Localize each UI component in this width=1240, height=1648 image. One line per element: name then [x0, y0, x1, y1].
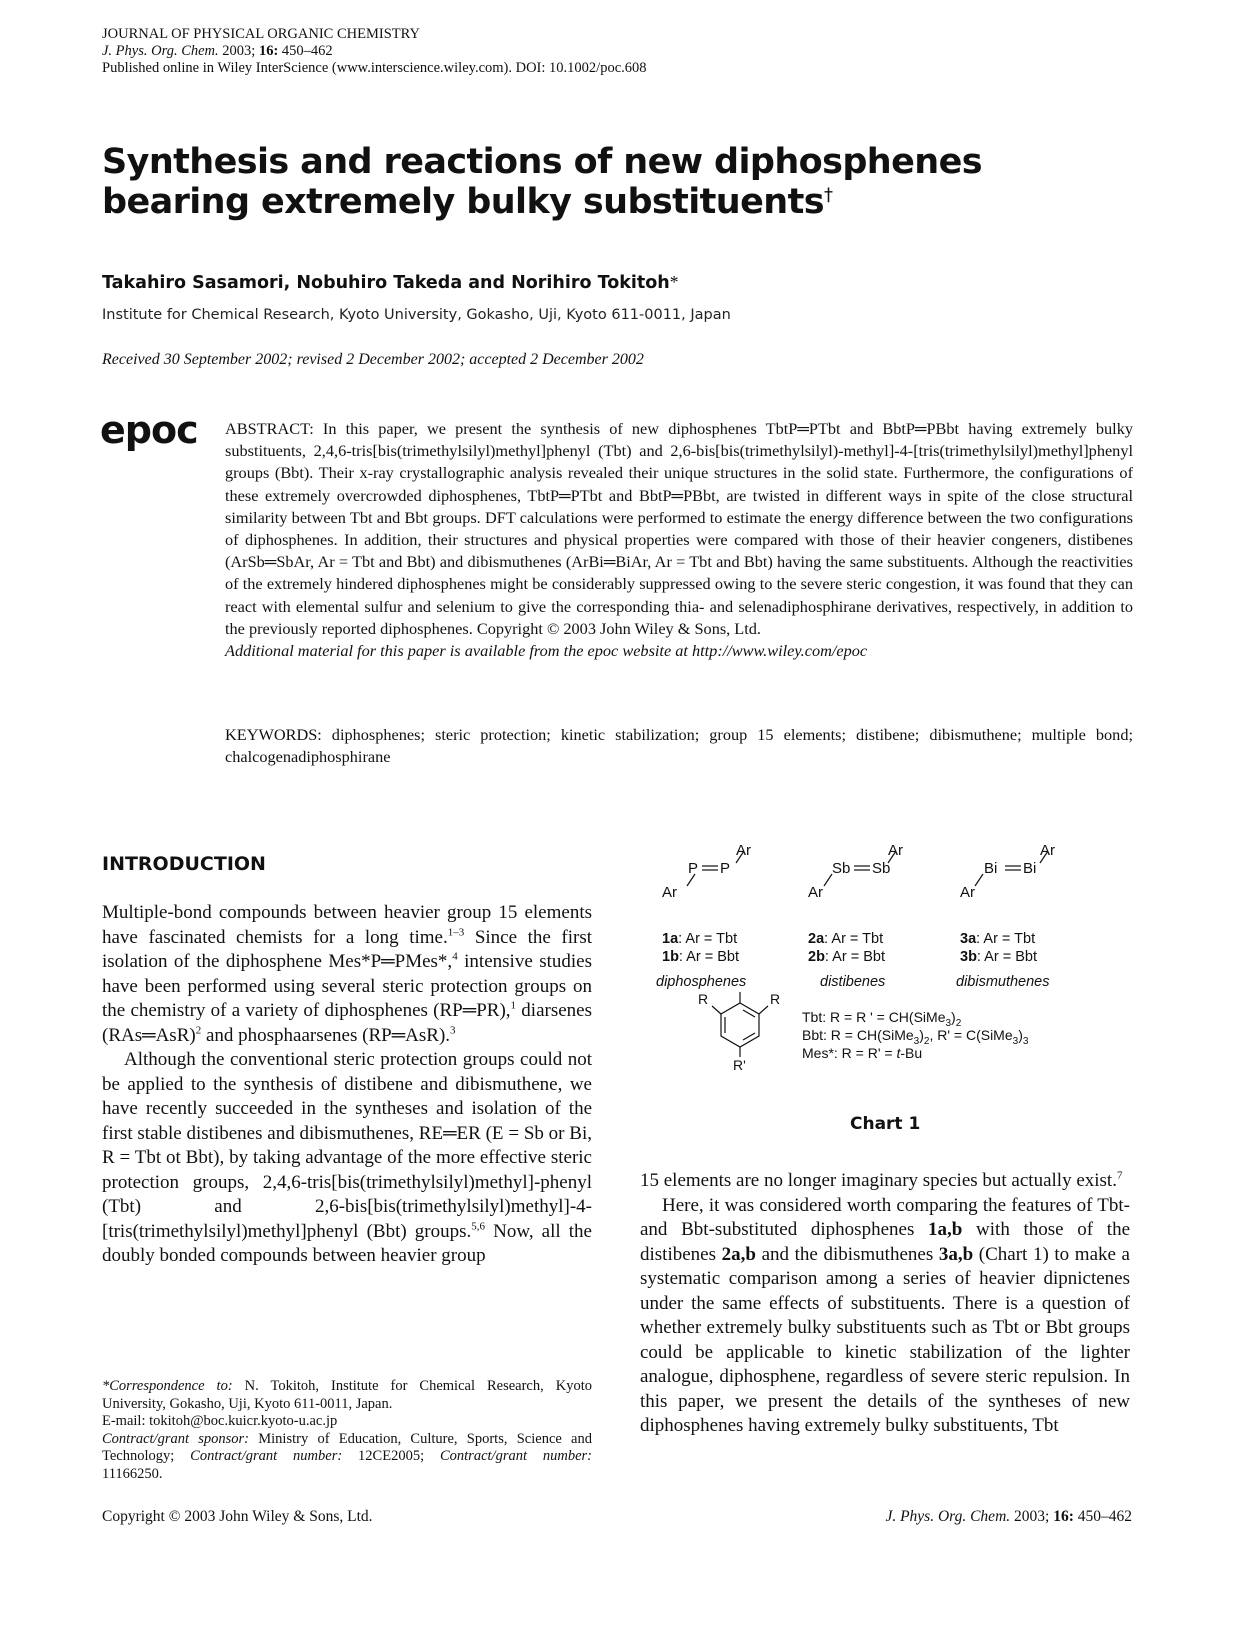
substituent-bond — [759, 1006, 768, 1014]
class-diphosphenes: diphosphenes — [656, 974, 747, 990]
keywords: KEYWORDS: diphosphenes; steric protection; kinetic stabilization; group 15 elements; distibene; dibismuthene; multiple bond; chalcogenadiphosphirane — [225, 725, 1133, 767]
running-header — [102, 26, 647, 77]
bbt-definition: Bbt: $R = CH(SiMe_3)_2$, $R' = C(SiMe_3)_3$ — [802, 1027, 1029, 1047]
ar-label: Ar — [960, 884, 975, 901]
citation-pages: 450–462 — [281, 43, 333, 59]
corr-email: E-mail: tokitoh@boc.kuicr.kyoto-u.ac.jp — [102, 1413, 338, 1429]
group-definitions — [802, 1009, 1029, 1061]
author-names: Takahiro Sasamori, Nobuhiro Takeda and Norihiro Tokitoh — [102, 273, 670, 293]
citation-volume: 16: — [258, 43, 279, 59]
def-1b: 1b: Ar = Bbt — [662, 949, 739, 965]
ar-label: Ar — [662, 884, 677, 901]
citation-year: 2003; — [222, 43, 256, 59]
bond — [824, 874, 832, 886]
text-run: diarsenes (RAs═AsR) — [102, 1000, 592, 1046]
grant-label: Contract/grant number: — [190, 1448, 343, 1464]
def-2a: 2a: Ar = Tbt — [808, 931, 884, 947]
sponsor-text: Ministry of Education, Culture, Sports, Science and Technology; — [102, 1430, 592, 1464]
compound-label: 2a,b — [721, 1243, 756, 1265]
compound-label: 3a,b — [938, 1243, 974, 1265]
corr-text: N. Tokitoh, Institute for Chemical Research, Kyoto University, Gokasho, Uji, Kyoto 611-0011, Japan. — [102, 1378, 592, 1412]
r-label: R — [698, 991, 709, 1007]
left-column — [102, 901, 592, 1269]
p-atom: P — [688, 860, 699, 877]
mes-definition: Mes*: R = R' = t-Bu — [802, 1045, 923, 1061]
bi-atom: Bi — [1023, 860, 1037, 877]
published-line: Published online in Wiley InterScience (www.interscience.wiley.com). DOI: 10.1002/poc.608 — [102, 60, 647, 76]
section-heading-introduction: INTRODUCTION — [102, 853, 266, 875]
bond — [975, 874, 983, 886]
article-title — [102, 142, 1102, 222]
bi-atom: Bi — [984, 860, 998, 877]
grant-number: 12CE2005; — [342, 1448, 440, 1464]
atom-labels — [662, 842, 1055, 901]
sb-atom: Sb — [832, 860, 851, 877]
intro-paragraph-1 — [102, 901, 592, 1048]
ar-label: Ar — [736, 842, 751, 859]
intro-paragraph-3 — [640, 1169, 1130, 1194]
grant-label: Contract/grant number: — [439, 1448, 592, 1464]
text-run: and phosphaarsenes (RP═AsR). — [201, 1024, 451, 1046]
compound-definitions — [656, 931, 1050, 990]
right-column — [640, 1169, 1130, 1439]
text-run: with those of the distibenes — [640, 1219, 1130, 1265]
chart-caption: Chart 1 — [850, 1114, 921, 1134]
class-dibismuthenes: dibismuthenes — [956, 974, 1050, 990]
text-run: 15 elements are no longer imaginary species but actually exist. — [640, 1170, 1117, 1191]
footer-journal: J. Phys. Org. Chem. — [885, 1508, 1011, 1525]
text-run: intensive studies have been performed using several steric protection groups on the chemistry of a variety of diphosphenes (RP═PR), — [102, 951, 592, 1021]
footer-year: 2003; — [1014, 1508, 1050, 1525]
chart-1-drawing — [640, 842, 1140, 1112]
reference: 4 — [452, 950, 458, 963]
intro-paragraph-4 — [640, 1194, 1130, 1439]
reference: 7 — [1116, 1169, 1123, 1182]
footer-pages: 450–462 — [1077, 1508, 1132, 1525]
grant-number: 11166250. — [102, 1465, 163, 1482]
reference: 1 — [510, 999, 517, 1012]
ar-label: Ar — [808, 884, 823, 901]
reference: 5,6 — [471, 1220, 485, 1233]
corr-label: *Correspondence to: — [102, 1378, 233, 1394]
text-run: Since the first isolation of the diphosphene Mes*P═PMes*, — [102, 926, 592, 972]
affiliation: Institute for Chemical Research, Kyoto University, Gokasho, Uji, Kyoto 611-0011, Japan — [102, 307, 731, 323]
abstract-text: ABSTRACT: In this paper, we present the synthesis of new diphosphenes TbtP═PTbt and BbtP═PBbt having extremely bulky substituents, 2,4,6-tris[bis(trimethylsilyl)methyl]phenyl (Tbt) and 2,6-bis[bis(trimethylsilyl)-methyl]-4-[tris(trimethylsilyl)methyl]phenyl groups (Bbt). Their x-ray crystallographic analysis revealed their unique structures in the solid state. Furthermore, the configurations of these extremely overcrowded diphosphenes, TbtP═PTbt and BbtP═PBbt, are twisted in different ways in spite of the close structural similarity between Tbt and Bbt groups. DFT calculations were performed to estimate the energy difference between the two configurations of diphosphenes. In addition, their structures and physical properties were compared with those of their heavier congeners, distibenes (ArSb═SbAr, Ar = Tbt and Bbt) and dibismuthenes (ArBi═BiAr, Ar = Tbt and Bbt) having the same substituents. Although the reactivities of the extremely hindered diphosphenes might be considerably suppressed owing to the severe steric congestion, it was found that they can react with elemental sulfur and selenium to give the corresponding thia- and selenadiphosphirane derivatives, respectively, in addition to the previously reported diphosphenes. Copyright © 2003 John Wiley & Sons, Ltd. — [225, 419, 1133, 638]
reference: 1–3 — [447, 926, 465, 939]
ar-label: Ar — [1040, 842, 1055, 859]
def-1a: 1a: Ar = Tbt — [662, 931, 738, 947]
p-atom: P — [720, 860, 731, 877]
substituent-bond — [712, 1006, 721, 1014]
def-2b: 2b: Ar = Bbt — [808, 949, 885, 965]
reference: 3 — [450, 1024, 456, 1037]
title-text: Synthesis and reactions of new diphosphenes bearing extremely bulky substituents — [102, 142, 982, 222]
tbt-definition: Tbt: R = R ' = $CH(SiMe_3)_2$ — [802, 1009, 962, 1029]
text-run: Although the conventional steric protection groups could not be applied to the synthesis of distibene and dibismuthene, we have recently succeeded in the syntheses and isolation of the first stable distibenes and dibismuthenes, RE═ER (E = Sb or Bi, R = Tbt ot Bbt), by taking advantage of the more effective steric protection groups, 2,4,6-tris[bis(trimethylsilyl)methyl]-phenyl (Tbt) and 2,6-bis[bis(trimethylsilyl)methyl]-4-[tris(trimethylsilyl)methyl]phenyl (Bbt) groups. — [102, 1049, 592, 1242]
ar-label: Ar — [888, 842, 903, 859]
author-star: * — [669, 272, 679, 292]
chart-1 — [640, 842, 1140, 1142]
footer-volume: 16: — [1053, 1508, 1074, 1525]
citation-journal: J. Phys. Org. Chem. — [102, 43, 219, 59]
abstract — [225, 418, 1133, 662]
correspondence-footnote — [102, 1378, 592, 1483]
r-prime-label: R' — [733, 1057, 746, 1073]
sponsor-label: Contract/grant sponsor: — [102, 1430, 250, 1447]
text-run: (Chart 1) to make a systematic comparison among a series of heavier dipnictenes under the same effects of substituents. There is a question of whether extremely bulky substituents such as Tbt or Bbt groups could be applicable to kinetic stabilization of the lighter analogue, diphosphene, regardless of severe steric repulsion. In this paper, we present the details of the syntheses of new diphosphenes having extremely bulky substituents, Tbt — [640, 1243, 1130, 1436]
author-list — [102, 272, 678, 293]
reference: 2 — [195, 1024, 202, 1037]
journal-name: JOURNAL OF PHYSICAL ORGANIC CHEMISTRY — [102, 26, 420, 42]
def-3a: 3a: Ar = Tbt — [960, 931, 1036, 947]
benzene-ring — [721, 1003, 759, 1047]
text-run: and the dibismuthenes — [755, 1243, 939, 1265]
footer-copyright: Copyright © 2003 John Wiley & Sons, Ltd. — [102, 1508, 373, 1525]
title-dagger: † — [823, 184, 833, 206]
sb-atom: Sb — [872, 860, 891, 877]
def-3b: 3b: Ar = Bbt — [960, 949, 1037, 965]
r-label: R — [770, 991, 781, 1007]
received-dates: Received 30 September 2002; revised 2 December 2002; accepted 2 December 2002 — [102, 351, 644, 368]
abstract-additional: Additional material for this paper is available from the epoc website at http://www.wiley.com/epoc — [225, 641, 868, 661]
epoc-logo: epoc — [100, 408, 198, 452]
text-run: Here, it was considered worth comparing the features of Tbt- and Bbt-substituted diphosphenes — [640, 1194, 1130, 1240]
text-run: Multiple-bond compounds between heavier group 15 elements have fascinated chemists for a long time. — [102, 902, 592, 948]
text-run: Now, all the doubly bonded compounds between heavier group — [102, 1220, 592, 1266]
citation-line — [102, 43, 647, 60]
class-distibenes: distibenes — [820, 974, 886, 990]
footer-citation — [885, 1508, 1132, 1526]
intro-paragraph-2 — [102, 1048, 592, 1269]
compound-label: 1a,b — [928, 1219, 963, 1240]
